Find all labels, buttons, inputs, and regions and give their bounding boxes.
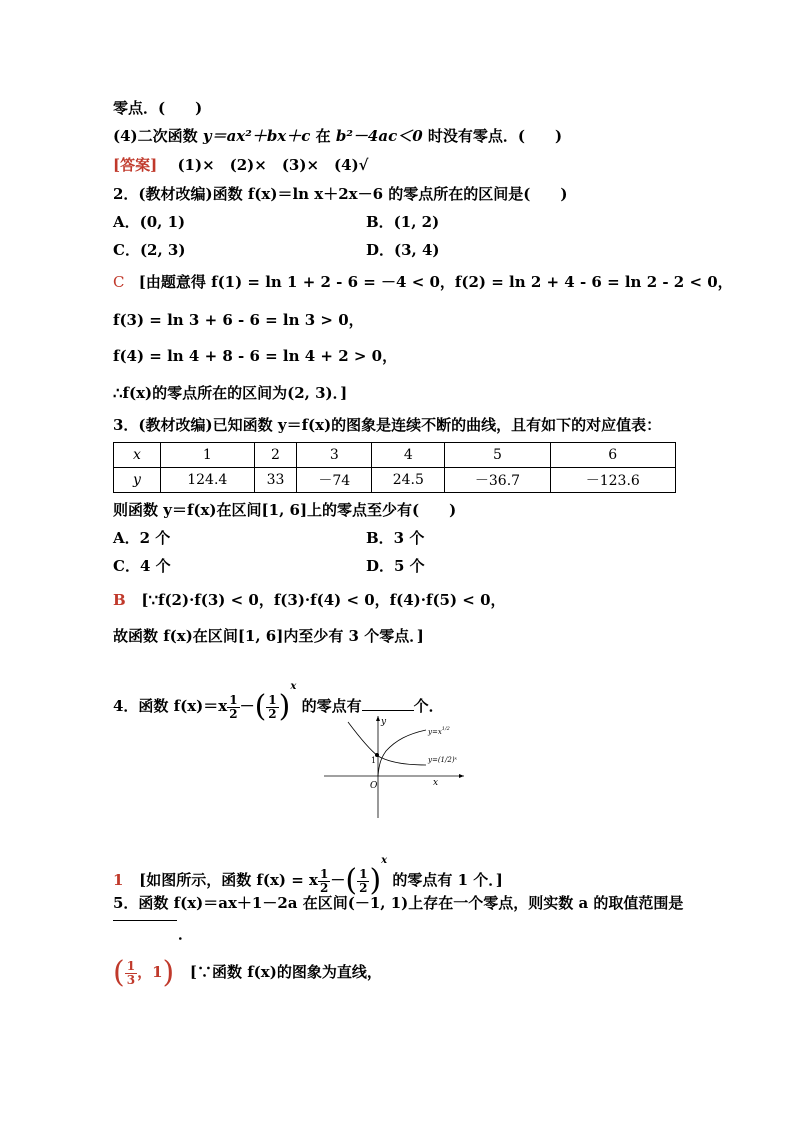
table-cell: 2 bbox=[254, 443, 297, 468]
frac-numerator: 1 bbox=[229, 692, 238, 707]
q3-solution-text-1: [∵f(2)·f(3) < 0，f(3)·f(4) < 0，f(4)·f(5) < 0， bbox=[141, 591, 506, 609]
q4-exponent-x: x bbox=[290, 681, 297, 692]
q3-stem: 3．(教材改编)已知函数 y＝f(x)的图象是连续不断的曲线，且有如下的对应值表： bbox=[113, 416, 662, 434]
item4-condition: b²－4ac＜0 bbox=[335, 127, 423, 145]
prev-question-tail: 零点．( ) bbox=[113, 99, 203, 117]
table-cell: －74 bbox=[297, 468, 372, 493]
table-cell: 5 bbox=[445, 443, 550, 468]
q4-answer-blank bbox=[362, 696, 414, 711]
frac-numerator: 1 bbox=[319, 866, 329, 881]
judgement-item-4 bbox=[113, 126, 562, 146]
q5-answer-fraction bbox=[125, 960, 137, 987]
q2-stem: 2．(教材改编)函数 f(x)＝ln x＋2x－6 的零点所在的区间是( ) bbox=[113, 185, 568, 203]
answer-line-1 bbox=[113, 155, 369, 175]
table-cell: －36.7 bbox=[445, 468, 550, 493]
frac-numerator: 1 bbox=[268, 692, 277, 707]
table-cell: 1 bbox=[161, 443, 255, 468]
q3-question: 则函数 y＝f(x)在区间[1, 6]上的零点至少有( ) bbox=[113, 501, 457, 519]
q3-option-a: A．2 个 bbox=[113, 529, 171, 547]
x-axis-arrow bbox=[459, 774, 464, 778]
q5-solution bbox=[113, 955, 382, 989]
frac-denominator: 2 bbox=[359, 880, 368, 895]
curve-sqrt-label: $y=x^{1/2}$ bbox=[428, 726, 450, 736]
x-axis-label: x bbox=[433, 778, 439, 788]
q4-minus: － bbox=[239, 697, 255, 715]
answer-text: (1)× (2)× (3)× (4)√ bbox=[162, 156, 369, 174]
q5-answer-rest: ，1 bbox=[137, 963, 163, 981]
q4-sol-exponent-fraction bbox=[318, 868, 330, 895]
table-row-x bbox=[114, 443, 676, 468]
answer-label: [答案] bbox=[113, 156, 158, 174]
q4-sol-base-fraction bbox=[357, 868, 369, 895]
origin-label: O bbox=[370, 781, 378, 791]
q4-solution-post: 的零点有 1 个．] bbox=[392, 871, 503, 889]
frac-denominator: 3 bbox=[126, 972, 136, 987]
q2-solution-1 bbox=[113, 272, 733, 292]
q2-option-a: A．(0, 1) bbox=[113, 213, 186, 231]
q5-stem-end: ． bbox=[178, 925, 194, 943]
table-cell: 124.4 bbox=[161, 468, 255, 493]
y-axis-arrow bbox=[376, 716, 380, 721]
item4-expr: y＝ax²＋bx＋c bbox=[202, 127, 311, 145]
q2-solution-3: f(4) = ln 4 + 8 - 6 = ln 4 + 2 > 0， bbox=[113, 347, 398, 365]
q3-option-d: D．5 个 bbox=[366, 557, 425, 575]
q4-exponent-fraction bbox=[227, 694, 239, 721]
frac-denominator: 2 bbox=[229, 706, 238, 721]
q2-solution-4: ∴f(x)的零点所在的区间为(2, 3)．] bbox=[113, 384, 348, 402]
q5-answer-blank bbox=[113, 920, 177, 921]
q4-sol-minus: － bbox=[330, 871, 346, 889]
table-row-y bbox=[114, 468, 676, 493]
table-cell: 33 bbox=[254, 468, 297, 493]
q4-solution: 1 [如图所示，函数 f(x) = x $\frac{1}{2}$ －( $\frac{1}{2}$ )$^x$ 的零点有 1 个．] bbox=[113, 855, 503, 898]
one-label: 1 bbox=[371, 756, 377, 765]
table-cell: 24.5 bbox=[372, 468, 445, 493]
q4-stem-prefix: 4．函数 f(x)＝x bbox=[113, 697, 228, 715]
q4-base-fraction bbox=[266, 694, 278, 721]
q4-solution-prefix: [如图所示，函数 f(x) = x bbox=[139, 871, 318, 889]
q4-stem: 4．函数 f(x)＝x $\frac{1}{2}$ －( $\frac{1}{2}$ )$^x$ 的零点有 个． bbox=[113, 681, 444, 724]
frac-denominator: 2 bbox=[319, 880, 329, 895]
item4-mid: 在 bbox=[315, 127, 331, 145]
q4-stem-post: 的零点有 bbox=[301, 697, 362, 715]
q2-option-c: C．(2, 3) bbox=[113, 241, 186, 259]
table-cell: 6 bbox=[550, 443, 675, 468]
q2-answer-letter: C bbox=[113, 273, 125, 291]
curve-sqrt bbox=[378, 730, 426, 776]
q4-stem-end: 个． bbox=[413, 697, 444, 715]
frac-numerator: 1 bbox=[126, 958, 136, 973]
y-axis-label: y bbox=[381, 717, 387, 727]
q3-solution-2: 故函数 f(x)在区间[1, 6]内至少有 3 个零点．] bbox=[113, 627, 424, 645]
q2-option-b: B．(1, 2) bbox=[366, 213, 440, 231]
q2-option-d: D．(3, 4) bbox=[366, 241, 440, 259]
curve-exponential bbox=[348, 722, 426, 765]
q3-option-b: B．3 个 bbox=[366, 529, 425, 547]
table-cell: －123.6 bbox=[550, 468, 675, 493]
q3-answer-letter: B bbox=[113, 591, 126, 609]
value-table bbox=[113, 442, 676, 493]
q5-solution-text: [∵函数 f(x)的图象为直线， bbox=[189, 963, 382, 981]
q2-solution-2: f(3) = ln 3 + 6 - 6 = ln 3 > 0， bbox=[113, 311, 364, 329]
q4-sol-exponent-x: x bbox=[381, 855, 388, 866]
table-x-label: x bbox=[114, 443, 161, 468]
table-y-label: y bbox=[114, 468, 161, 493]
q3-option-c: C．4 个 bbox=[113, 557, 171, 575]
q2-solution-text-1: [由题意得 f(1) = ln 1 + 2 - 6 = －4 < 0，f(2) = ln 2 + 4 - 6 = ln 2 - 2 < 0， bbox=[138, 273, 733, 291]
q3-solution-1 bbox=[113, 590, 506, 610]
frac-denominator: 2 bbox=[268, 706, 277, 721]
item4-suffix: 时没有零点．( ) bbox=[427, 127, 563, 145]
item4-prefix: (4)二次函数 bbox=[113, 127, 198, 145]
q5-answer-range: ( $\frac{1}{3}$ ，1) bbox=[113, 955, 175, 990]
table-cell: 4 bbox=[372, 443, 445, 468]
frac-numerator: 1 bbox=[359, 866, 368, 881]
function-graph bbox=[318, 712, 468, 820]
q4-answer-value: 1 bbox=[113, 871, 124, 889]
q5-stem: 5．函数 f(x)＝ax＋1－2a 在区间(－1, 1)上存在一个零点，则实数 a 的取值范围是 bbox=[113, 894, 684, 912]
table-cell: 3 bbox=[297, 443, 372, 468]
curve-exp-label: y=(1/2)ˣ bbox=[428, 756, 458, 764]
